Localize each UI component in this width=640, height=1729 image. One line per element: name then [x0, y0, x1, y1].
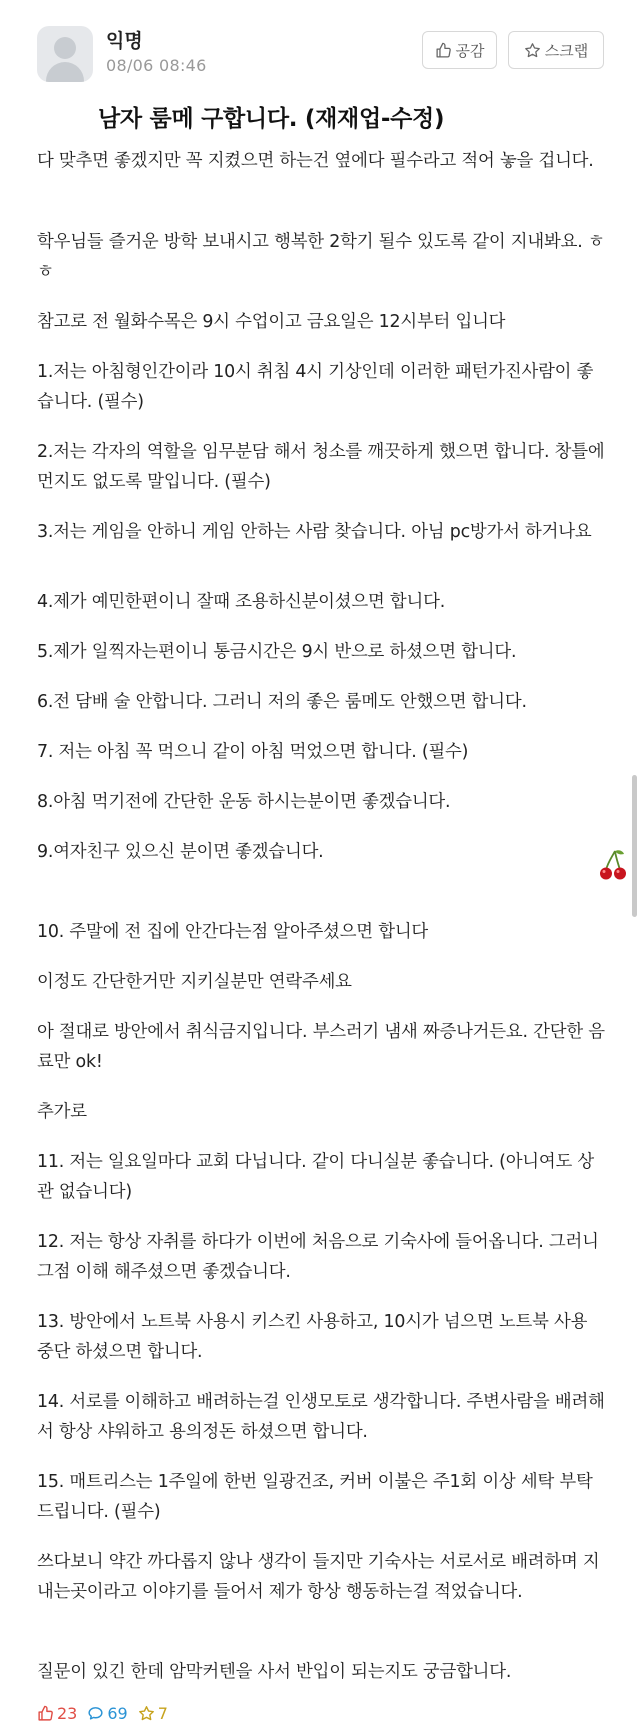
speech-bubble-icon [87, 1705, 104, 1722]
post-paragraph: 15. 매트리스는 1주일에 한번 일광건조, 커버 이불은 주1회 이상 세탁 부탁드립니다. (필수) [37, 1472, 593, 1522]
cherry-icon [598, 848, 628, 882]
post-paragraph: 13. 방안에서 노트북 사용시 키스킨 사용하고, 10시가 넘으면 노트북 사용 중단 하셨으면 합니다. [37, 1312, 588, 1362]
post-paragraph: 다 맞추면 좋겠지만 꼭 지켰으면 하는건 옆에다 필수라고 적어 놓을 겁니다. [37, 151, 594, 171]
post-paragraph: 8.아침 먹기전에 간단한 운동 하시는분이면 좋겠습니다. [37, 792, 451, 812]
like-button-label: 공감 [455, 41, 485, 60]
star-icon [138, 1705, 155, 1722]
post-paragraph: 질문이 있긴 한데 암막커텐을 사서 반입이 되는지도 궁금합니다. [37, 1662, 512, 1682]
post-paragraph: 10. 주말에 전 집에 안간다는점 알아주셨으면 합니다 [37, 922, 429, 942]
post-paragraph: 학우님들 즐거운 방학 보내시고 행복한 2학기 될수 있도록 같이 지내봐요. ㅎㅎ [37, 232, 605, 282]
post-paragraph: 5.제가 일찍자는편이니 통금시간은 9시 반으로 하셨으면 합니다. [37, 642, 517, 662]
post-paragraph: 7. 저는 아침 꼭 먹으니 같이 아침 먹었으면 합니다. (필수) [37, 742, 469, 762]
comment-count [87, 1704, 127, 1723]
scrollbar[interactable] [632, 775, 637, 917]
scrap-count-value: 7 [157, 1703, 168, 1723]
like-count [37, 1704, 77, 1723]
star-icon [524, 42, 541, 59]
post-paragraph: 12. 저는 항상 자취를 하다가 이번에 처음으로 기숙사에 들어옵니다. 그러니 그점 이해 해주셨으면 좋겠습니다. [37, 1232, 599, 1282]
post-paragraph: 6.전 담배 술 안합니다. 그러니 저의 좋은 룸메도 안했으면 합니다. [37, 692, 527, 712]
post-paragraph: 2.저는 각자의 역할을 임무분담 해서 청소를 깨끗하게 했으면 합니다. 창틀에 먼지도 없도록 말입니다. (필수) [37, 442, 605, 492]
thumbs-up-icon [37, 1705, 54, 1722]
scrap-button[interactable] [508, 31, 604, 69]
post-paragraph: 14. 서로를 이해하고 배려하는걸 인생모토로 생각합니다. 주변사람을 배려해서 항상 샤워하고 용의정돈 하셨으면 합니다. [37, 1392, 605, 1442]
post-paragraph: 1.저는 아침형인간이라 10시 취침 4시 기상인데 이러한 패턴가진사람이 좋습니다. (필수) [37, 362, 594, 412]
avatar [37, 26, 93, 82]
post-paragraph: 9.여자친구 있으신 분이면 좋겠습니다. [37, 842, 324, 862]
post-date: 08/06 08:46 [106, 56, 207, 75]
post-paragraph: 11. 저는 일요일마다 교회 다닙니다. 같이 다니실분 좋습니다. (아니여도 상관 없습니다) [37, 1152, 595, 1202]
post-paragraph: 쓰다보니 약간 까다롭지 않나 생각이 들지만 기숙사는 서로서로 배려하며 지내는곳이라고 이야기를 들어서 제가 항상 행동하는걸 적었습니다. [37, 1552, 600, 1602]
author-name: 익명 [106, 30, 143, 52]
post-paragraph: 3.저는 게임을 안하니 게임 안하는 사람 찾습니다. 아님 pc방가서 하거나요 [37, 522, 592, 542]
thumbs-up-icon [435, 42, 452, 59]
like-button[interactable] [422, 31, 497, 69]
post-paragraph: 이정도 간단한거만 지키실분만 연락주세요 [37, 972, 352, 992]
post-paragraph: 아 절대로 방안에서 취식금지입니다. 부스러기 냄새 짜증나거든요. 간단한 음료만 ok! [37, 1022, 605, 1072]
scrap-count [138, 1704, 168, 1723]
post-paragraph: 추가로 [37, 1102, 87, 1122]
post-stats [37, 1703, 168, 1723]
post-title: 남자 룸메 구합니다. (재재업-수정) [98, 106, 445, 132]
like-count-value: 23 [57, 1703, 78, 1723]
post-header [0, 0, 640, 95]
post-paragraph: 4.제가 예민한편이니 잘때 조용하신분이셨으면 합니다. [37, 592, 446, 612]
comment-count-value: 69 [107, 1703, 128, 1723]
post-paragraph: 참고로 전 월화수목은 9시 수업이고 금요일은 12시부터 입니다 [37, 312, 506, 332]
scrap-button-label: 스크랩 [544, 41, 589, 60]
